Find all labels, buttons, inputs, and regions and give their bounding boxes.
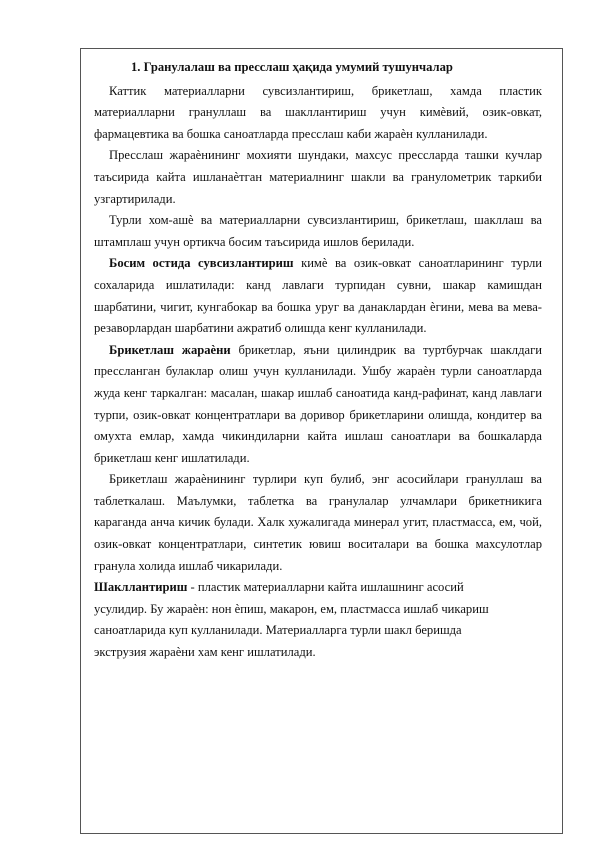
paragraph-3 [94, 210, 542, 253]
section-heading: 1. Гранулалаш ва пресслаш ҳақида умумий тушунчалар [131, 60, 453, 74]
paragraph-5 [94, 340, 542, 470]
paragraph-6 [94, 469, 542, 577]
paragraph-4 [94, 253, 542, 339]
paragraph-text: брикетлар, яъни цилиндрик ва туртбурчак шаклдаги прессланган булаклар олиш учун кулланилади. Ушбу жараѐн турли саноатларда жуда кенг таркалган: масалан, шакар ишлаб саноатида канд-рафинат, канд лавлаги турпи, озик-овкат концентратлари ва доривор брикетларини олишда, кондитер ва омухта емлар, хамда чикиндиларни кайта ишлаш саноатлари ва бошкаларда брикетлаш кенг ишлатилади. [94, 342, 542, 465]
paragraph-text: Брикетлаш жараѐнининг турлири куп булиб, энг асосийлари грануллаш ва таблеткалаш. Маълумки, таблетка ва гранулалар улчамлари брикетникига караганда анча кичик булади. Халк хужалигада минерал угит, пластмасса, ем, чой, озик-овкат концентратлари, синтетик ювиш воситалари ва бошка махсулотлар гранула холида ишлаб чикарилади. [94, 472, 542, 573]
paragraph-text: Пресслаш жараѐнининг мохияти шундаки, махсус прессларда ташки кучлар таъсирида кайта ишланаѐтган материалнинг шакли ва гранулометрик таркиби узгартирилади. [94, 148, 542, 206]
term-dewatering: Босим остида сувсизлантириш [109, 256, 294, 271]
paragraph-line: усулидир. Бу жараѐн: нон ѐпиш, макарон, ем, пластмасса ишлаб чикариш [94, 601, 489, 616]
paragraph-text: Турли хом-ашѐ ва материалларни сувсизлантириш, брикетлаш, шакллаш ва штамплаш учун ортикча босим таъсирида ишлов берилади. [94, 213, 542, 249]
paragraph-1 [94, 81, 542, 146]
paragraph-line: саноатларида куп кулланилади. Материалларга турли шакл беришда [94, 623, 462, 638]
term-shaping: Шакллантириш [94, 580, 188, 595]
paragraph-line: экструзия жараѐни хам кенг ишлатилади. [94, 645, 316, 660]
paragraph-text: Каттик материалларни сувсизлантириш, брикетлаш, хамда пластик материалларни грануллаш ва шакллантириш учун кимѐвий, озик-овкат, фармацевтика ва бошка саноатларда пресслаш каби жараѐн кулланилади. [94, 83, 542, 141]
paragraph-text: кимѐ ва озик-овкат саноатларининг турли сохаларида ишлатилади: канд лавлаги турпидан сувни, шакар камишдан шарбатини, чигит, кунгабокар ва бошка уруг ва данаклардан ѐгини, мева ва мева-резаворлардан шарбатини ажратиб олишда кенг кулланилади. [94, 256, 542, 336]
term-briquetting: Брикетлаш жараѐни [109, 342, 231, 357]
document-page [80, 48, 563, 834]
document-body [94, 57, 542, 664]
paragraph-line [94, 577, 542, 599]
paragraph-7 [94, 577, 542, 663]
line-text: - пластик материалларни кайта ишлашнинг асосий [187, 580, 464, 595]
paragraph-2 [94, 145, 542, 210]
